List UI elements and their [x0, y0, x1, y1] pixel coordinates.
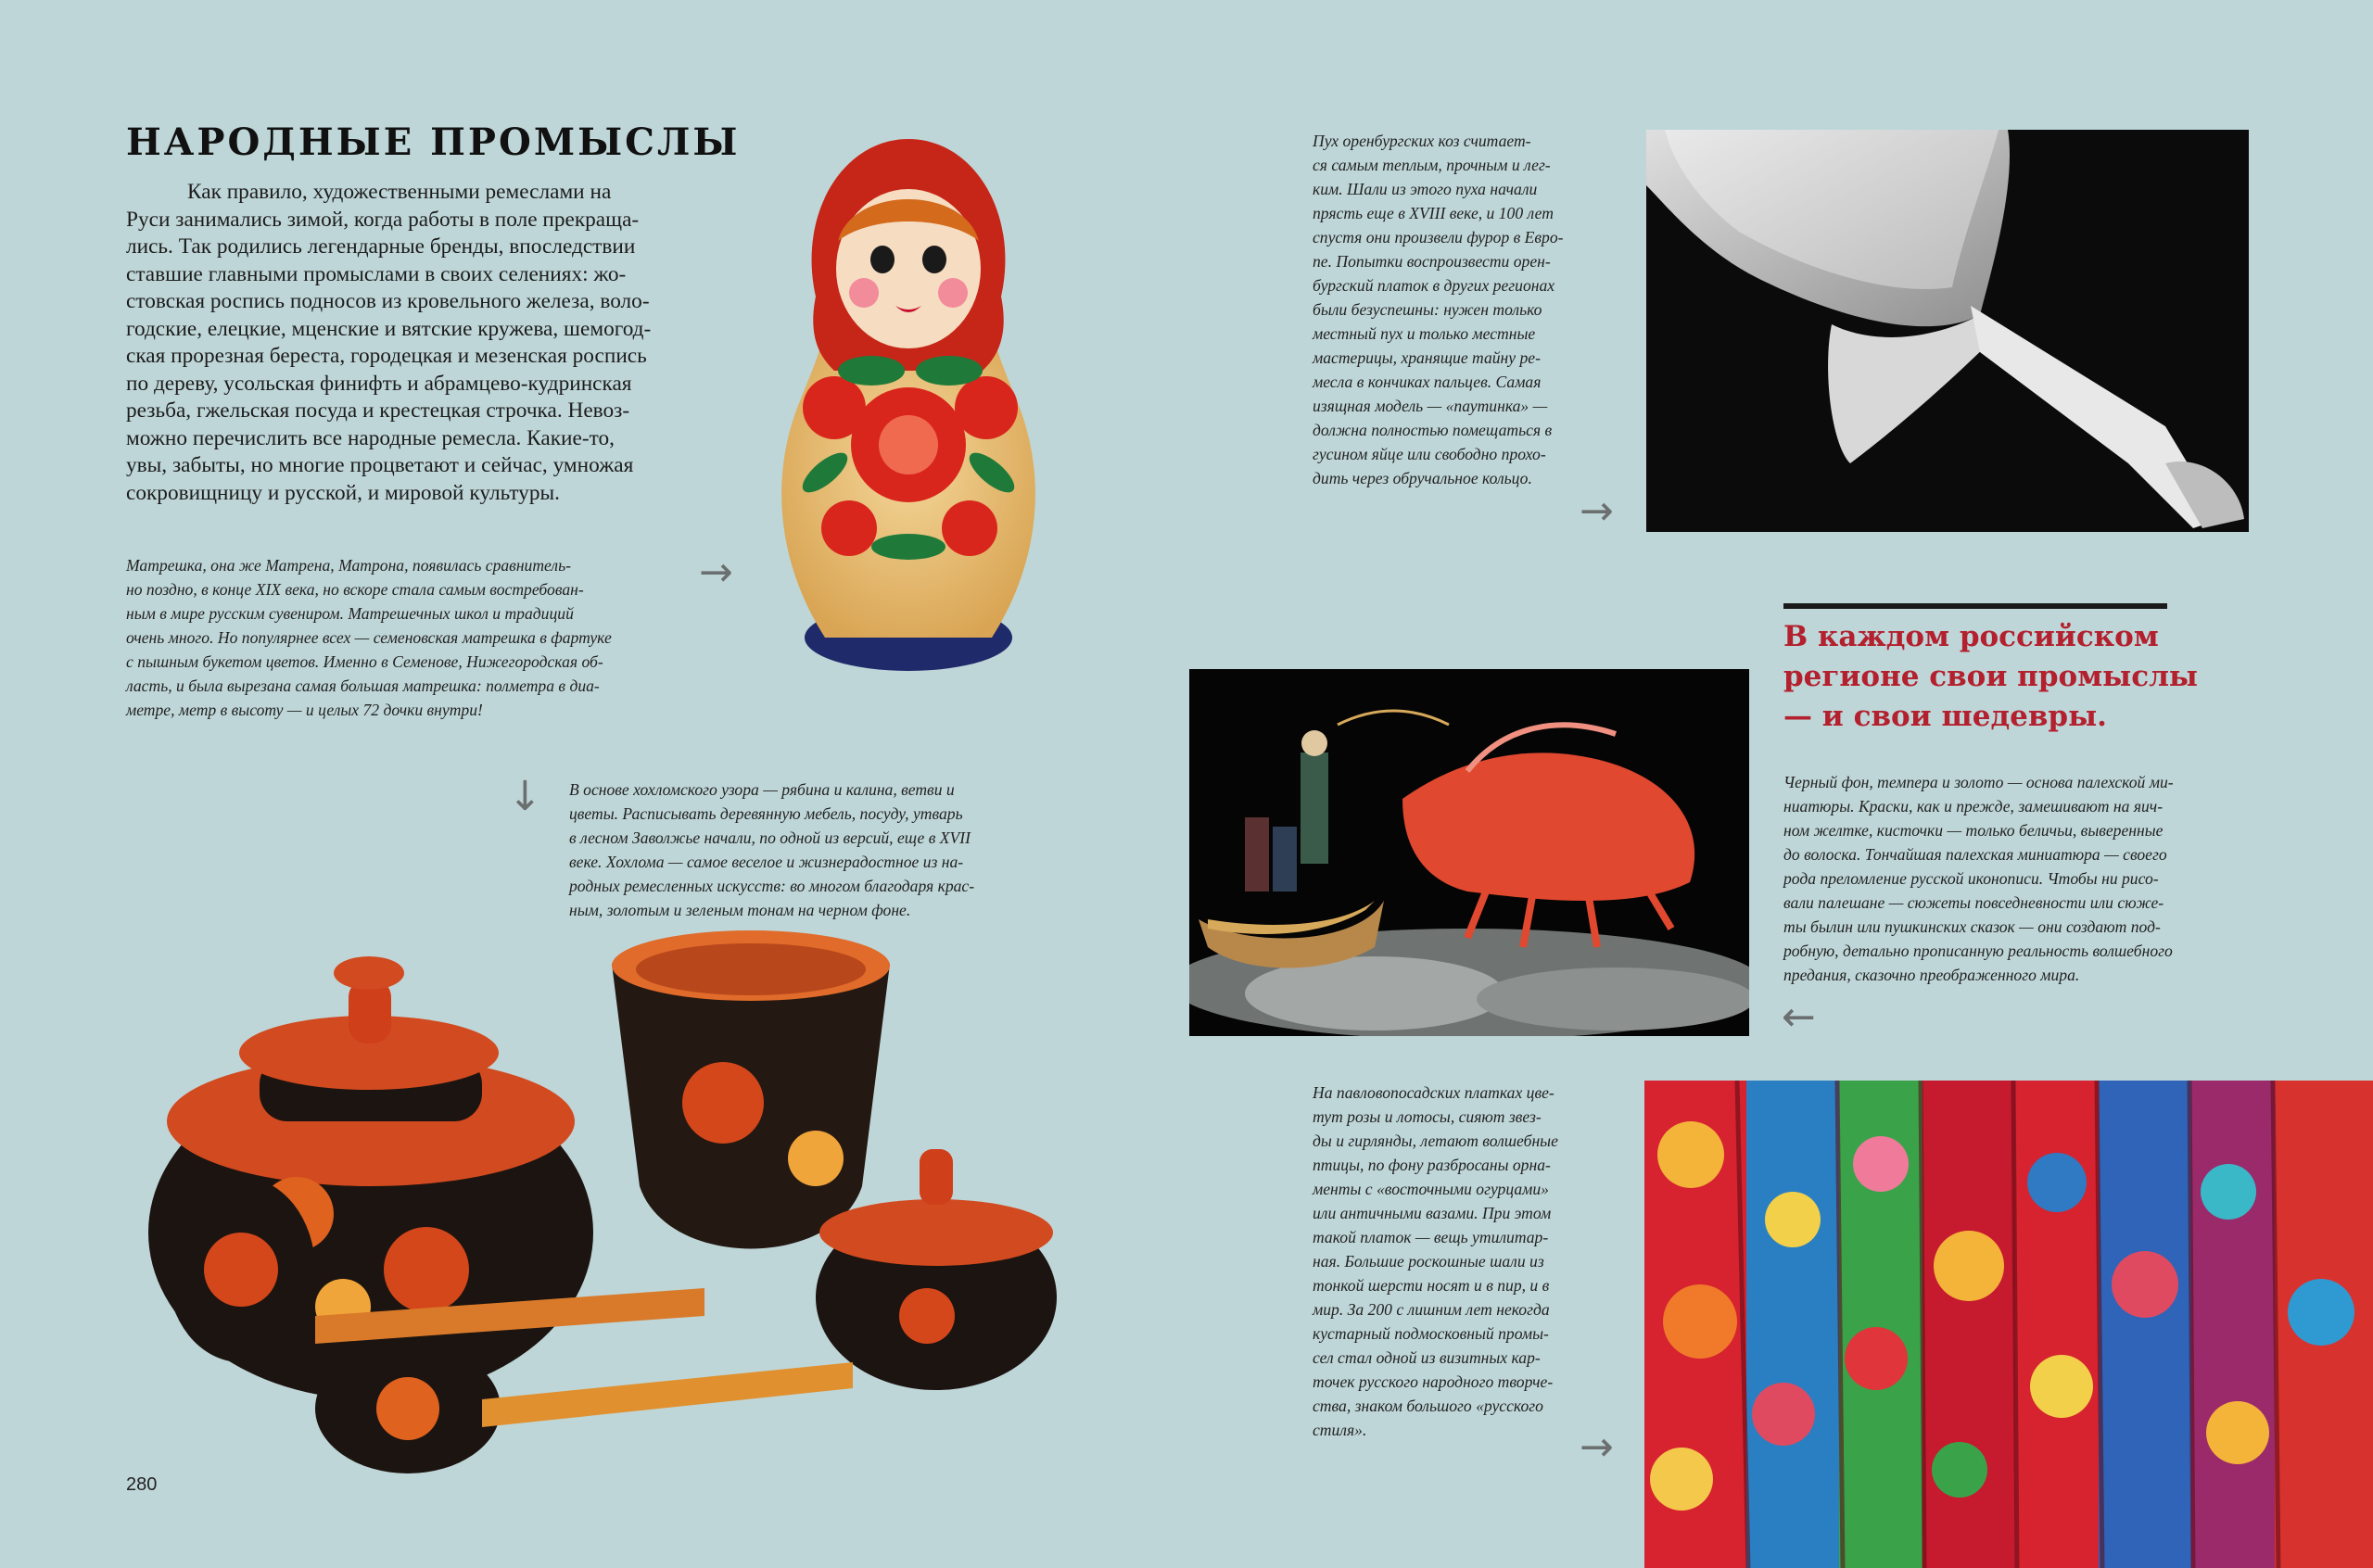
quote-line: В каждом российском — [1783, 620, 2159, 653]
caption-line: прясть еще в XVIII веке, и 100 лет — [1313, 204, 1554, 222]
arrow-right-icon: → — [699, 549, 733, 596]
intro-line: ставшие главными промыслами в своих селениях: жо- — [126, 261, 627, 286]
intro-line: ская прорезная береста, городецкая и мезенская роспись — [126, 344, 647, 368]
intro-line: сокровищницу и русской, и мировой культуры. — [126, 480, 560, 505]
palekh-caption — [1783, 770, 2284, 987]
caption-line: пе. Попытки воспроизвести орен- — [1313, 252, 1551, 271]
caption-line: сел стал одной из визитных кар- — [1313, 1348, 1541, 1367]
caption-line: до волоска. Тончайшая палехская миниатюра — своего — [1783, 845, 2167, 864]
caption-line: такой платок — вещь утилитар- — [1313, 1228, 1549, 1246]
caption-line: менты с «восточными огурцами» — [1313, 1180, 1549, 1198]
caption-line: веке. Хохлома — самое веселое и жизнерадостное из на- — [569, 853, 964, 871]
caption-line: месла в кончиках пальцев. Самая — [1313, 373, 1542, 391]
caption-line: рода преломление русской иконописи. Чтобы ни рисо- — [1783, 869, 2159, 888]
caption-line: На павловопосадских платках цве- — [1313, 1083, 1555, 1102]
caption-line: робную, детально прописанную реальность волшебного — [1783, 942, 2173, 960]
caption-line: предания, сказочно преображенного мира. — [1783, 966, 2080, 984]
intro-line: увы, забыты, но многие процветают и сейчас, умножая — [126, 453, 634, 477]
caption-line: Пух оренбургских коз считает- — [1313, 132, 1531, 150]
caption-line: должна полностью помещаться в — [1313, 421, 1553, 439]
caption-line: изящная модель — «паутинка» — — [1313, 397, 1548, 415]
caption-line: кустарный подмосковный промы- — [1313, 1324, 1549, 1343]
khokhloma-photo — [130, 880, 1057, 1529]
caption-line: ды и гирлянды, летают волшебные — [1313, 1132, 1558, 1150]
orenburg-shawl-photo — [1646, 130, 2249, 532]
caption-line: ным, золотым и зеленым тонам на черном фоне. — [569, 901, 911, 919]
orenburg-caption — [1313, 129, 1618, 490]
matryoshka-photo — [760, 130, 1057, 678]
intro-line: лись. Так родились легендарные бренды, впоследствии — [126, 234, 636, 259]
caption-line: ся самым теплым, прочным и лег- — [1313, 156, 1551, 174]
caption-line: дить через обручальное кольцо. — [1313, 469, 1532, 487]
caption-line: спустя они произвели фурор в Евро- — [1313, 228, 1564, 247]
pull-quote — [1783, 617, 2303, 737]
quote-line: — и свои шедевры. — [1783, 700, 2107, 733]
pavlovo-shawls-photo — [1644, 1081, 2373, 1568]
intro-line: Как правило, художественными ремеслами на — [187, 180, 612, 204]
caption-line: ниатюры. Краски, как и прежде, замешивают на яич- — [1783, 797, 2164, 816]
pavlovo-caption — [1313, 1081, 1618, 1442]
arrow-left-icon: ← — [1782, 993, 1816, 1041]
caption-line: были безуспешны: нужен только — [1313, 300, 1542, 319]
intro-line: Руси занимались зимой, когда работы в поле прекраща- — [126, 207, 640, 232]
caption-line: или античными вазами. При этом — [1313, 1204, 1552, 1222]
caption-line: ким. Шали из этого пуха начали — [1313, 180, 1538, 198]
intro-line: резьба, гжельская посуда и крестецкая строчка. Невоз- — [126, 398, 630, 423]
caption-line: тонкой шерсти носят и в пир, и в — [1313, 1276, 1550, 1295]
caption-line: Матрешка, она же Матрена, Матрона, появилась сравнитель- — [126, 556, 571, 575]
matryoshka-caption — [126, 553, 701, 722]
caption-line: с пышным букетом цветов. Именно в Семенове, Нижегородская об- — [126, 652, 603, 671]
caption-line: вали палешане — сюжеты повседневности или сюже- — [1783, 893, 2164, 912]
caption-line: тут розы и лотосы, сияют звез- — [1313, 1107, 1542, 1126]
caption-line: бургский платок в других регионах — [1313, 276, 1555, 295]
caption-line: мир. За 200 с лишним лет некогда — [1313, 1300, 1550, 1319]
caption-line: метре, метр в высоту — и целых 72 дочки внутри! — [126, 701, 483, 719]
caption-line: Черный фон, темпера и золото — основа палехской ми- — [1783, 773, 2174, 791]
caption-line: ты былин или пушкинских сказок — они создают под- — [1783, 917, 2161, 936]
palekh-photo — [1189, 669, 1749, 1036]
caption-line: В основе хохломского узора — рябина и калина, ветви и — [569, 780, 955, 799]
intro-line: годские, елецкие, мценские и вятские кружева, шемогод- — [126, 316, 652, 341]
quote-line: регионе свои промыслы — [1783, 660, 2199, 693]
caption-line: родных ремесленных искусств: во многом благодаря крас- — [569, 877, 975, 895]
caption-line: цветы. Расписывать деревянную мебель, посуду, утварь — [569, 804, 963, 823]
caption-line: стиля». — [1313, 1421, 1367, 1439]
caption-line: ства, знаком большого «русского — [1313, 1397, 1543, 1415]
arrow-right-icon: → — [1580, 487, 1614, 535]
caption-line: ная. Большие роскошные шали из — [1313, 1252, 1544, 1271]
page-title: НАРОДНЫЕ ПРОМЫСЛЫ — [126, 120, 741, 164]
caption-line: в лесном Заволжье начали, по одной из версий, еще в XVII — [569, 828, 971, 847]
intro-line: по дереву, усольская финифть и абрамцево-кудринская — [126, 371, 632, 396]
caption-line: ным в мире русским сувениром. Матрешечных школ и традиций — [126, 604, 574, 623]
caption-line: очень много. Но популярнее всех — семеновская матрешка в фартуке — [126, 628, 612, 647]
caption-line: ласть, и была вырезана самая большая матрешка: полметра в диа- — [126, 677, 600, 695]
intro-line: стовская роспись подносов из кровельного железа, воло- — [126, 289, 650, 313]
caption-line: птицы, по фону разбросаны орна- — [1313, 1156, 1551, 1174]
caption-line: мастерицы, хранящие тайну ре- — [1313, 348, 1541, 367]
caption-line: но поздно, в конце XIX века, но вскоре стала самым востребован- — [126, 580, 584, 599]
page-number: 280 — [126, 1474, 158, 1495]
caption-line: гусином яйце или свободно прохо- — [1313, 445, 1546, 463]
caption-line: точек русского народного творче- — [1313, 1372, 1554, 1391]
quote-rule — [1783, 603, 2167, 609]
intro-text — [126, 179, 716, 507]
arrow-right-icon: → — [1580, 1423, 1614, 1471]
caption-line: ном желтке, кисточки — только беличьи, выверенные — [1783, 821, 2164, 840]
caption-line: местный пух и только местные — [1313, 324, 1536, 343]
arrow-down-icon: ↓ — [508, 773, 542, 820]
intro-line: можно перечислить все народные ремесла. Какие-то, — [126, 425, 615, 450]
